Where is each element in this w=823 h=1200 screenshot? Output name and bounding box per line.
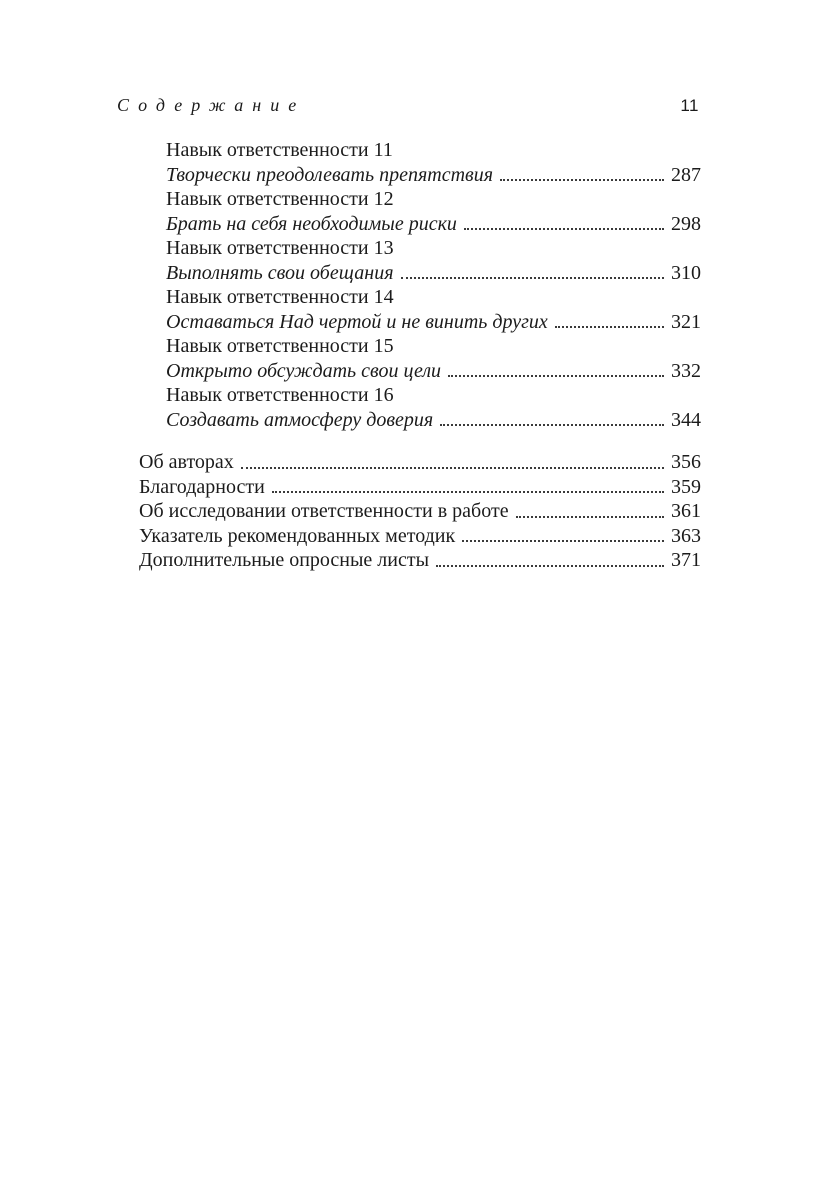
page-ref: 310 — [671, 261, 701, 284]
dot-leader — [436, 565, 664, 567]
back-matter-title: Благодарности — [139, 475, 265, 498]
page-ref: 361 — [671, 500, 701, 522]
chapter-subtitle: Творчески преодолевать препятствия — [166, 163, 494, 186]
chapter-title: Навык ответственности 11 — [166, 139, 393, 161]
chapter-subtitle-row — [166, 408, 701, 433]
back-matter-row — [139, 499, 701, 524]
page-ref: 344 — [671, 408, 701, 431]
page-ref: 371 — [671, 549, 701, 571]
toc-entry — [166, 285, 701, 334]
dot-leader — [440, 424, 664, 426]
chapter-subtitle-row — [166, 359, 701, 384]
toc-entry — [166, 383, 701, 432]
dot-leader — [464, 228, 664, 230]
chapter-title: Навык ответственности 16 — [166, 384, 394, 406]
chapter-title: Навык ответственности 12 — [166, 188, 394, 210]
back-matter-row — [139, 524, 701, 549]
page-ref: 298 — [671, 212, 701, 235]
dot-leader — [462, 540, 664, 542]
page-ref: 321 — [671, 310, 701, 333]
chapter-subtitle: Брать на себя необходимые риски — [166, 212, 457, 235]
toc-entry — [166, 187, 701, 236]
dot-leader — [401, 277, 664, 279]
chapter-subtitle: Создавать атмосферу доверия — [166, 408, 434, 431]
folio-page-number: 11 — [680, 96, 699, 115]
toc-entry — [166, 334, 701, 383]
back-matter-title: Об исследовании ответственности в работе — [139, 500, 509, 522]
page-ref: 332 — [671, 359, 701, 382]
chapter-subtitle-row — [166, 261, 701, 286]
chapter-subtitle-row — [166, 163, 701, 188]
page-ref: 359 — [671, 475, 701, 498]
back-matter-row — [139, 450, 701, 475]
back-matter-row — [139, 475, 701, 500]
toc-back-matter-list — [139, 450, 701, 573]
toc-chapter-list — [166, 138, 701, 432]
chapter-title: Навык ответственности 14 — [166, 286, 394, 308]
dot-leader — [241, 467, 664, 469]
back-matter-title: Дополнительные опросные листы — [139, 549, 430, 571]
back-matter-title: Об авторах — [139, 451, 234, 473]
dot-leader — [272, 491, 664, 493]
chapter-subtitle: Выполнять свои обещания — [166, 261, 394, 284]
back-matter-row — [139, 548, 701, 573]
dot-leader — [516, 516, 664, 518]
running-title: Содержание — [117, 95, 306, 115]
chapter-title: Навык ответственности 13 — [166, 237, 394, 259]
page-ref: 356 — [671, 451, 701, 473]
back-matter-title: Указатель рекомендованных методик — [139, 524, 456, 547]
chapter-subtitle-row — [166, 212, 701, 237]
chapter-subtitle-row — [166, 310, 701, 335]
toc-entry — [166, 138, 701, 187]
page-ref: 363 — [671, 524, 701, 547]
running-header — [117, 94, 699, 117]
chapter-subtitle: Оставаться Над чертой и не винить других — [166, 310, 548, 333]
chapter-title: Навык ответственности 15 — [166, 335, 394, 357]
page-ref: 287 — [671, 163, 701, 186]
dot-leader — [555, 326, 664, 328]
dot-leader — [500, 179, 664, 181]
toc-entry — [166, 236, 701, 285]
chapter-subtitle: Открыто обсуждать свои цели — [166, 359, 442, 382]
dot-leader — [448, 375, 664, 377]
